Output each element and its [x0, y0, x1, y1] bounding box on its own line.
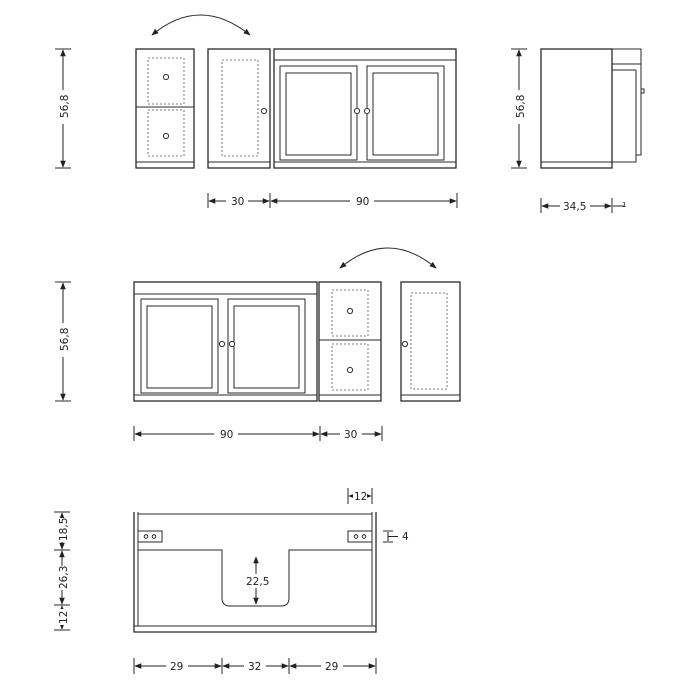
wall-bracket-left	[138, 531, 162, 542]
depth-label-side: 34,5	[563, 201, 587, 213]
door-module-right	[401, 282, 460, 401]
width-label-30-mid: 30	[344, 429, 358, 441]
height-label-mid: 56,8	[59, 327, 71, 351]
dim-label-4: 4	[402, 531, 409, 543]
dim-label-185: 18,5	[58, 517, 70, 541]
drawer-module-left	[136, 49, 194, 168]
back-view	[54, 488, 409, 674]
dim-label-29-left: 29	[170, 661, 184, 673]
dim-label-32: 32	[248, 661, 262, 673]
dim-label-12-top: 12	[354, 491, 368, 503]
dim-label-29-right: 29	[325, 661, 339, 673]
main-cabinet-top	[274, 49, 456, 168]
dim-label-225: 22,5	[246, 576, 270, 588]
main-cabinet-mid	[134, 282, 317, 401]
door-module-left	[208, 49, 270, 168]
dim-label-263: 26,3	[58, 565, 70, 589]
width-label-90-mid: 90	[220, 429, 234, 441]
height-label-top: 56,8	[59, 94, 71, 118]
width-label-90-top: 90	[356, 196, 370, 208]
depth-extra-label: 1	[622, 201, 627, 209]
swap-arrow-mid	[340, 248, 436, 268]
side-view	[511, 49, 644, 213]
wall-bracket-right	[348, 531, 372, 542]
dim-label-12-left: 12	[58, 610, 70, 624]
swap-arrow-top	[152, 15, 250, 35]
drawer-module-mid	[319, 282, 381, 401]
height-label-side: 56,8	[515, 94, 527, 118]
front-view-mid	[55, 248, 460, 441]
front-view-top	[55, 15, 457, 208]
width-label-30-top: 30	[231, 196, 245, 208]
